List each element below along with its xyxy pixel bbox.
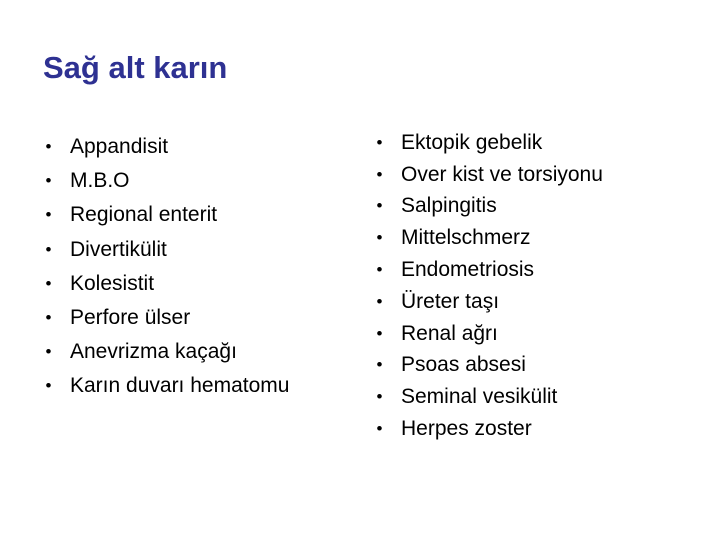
list-item — [375, 191, 603, 223]
list-item — [44, 369, 289, 403]
list-item — [375, 350, 603, 382]
list-item-text: Regional enterit — [70, 203, 218, 227]
bullet-icon: • — [45, 171, 52, 191]
list-item — [44, 335, 289, 369]
bullet-icon: • — [376, 228, 383, 248]
list-item-text: Anevrizma kaçağı — [70, 340, 237, 364]
list-item-text: Üreter taşı — [401, 289, 500, 313]
bullet-icon: • — [45, 308, 52, 328]
list-item-text: Kolesistit — [70, 271, 155, 295]
bullet-icon: • — [45, 376, 52, 396]
bullet-icon: • — [45, 273, 52, 293]
bullet-icon: • — [376, 196, 383, 216]
bullet-icon: • — [376, 164, 383, 184]
list-item-text: Herpes zoster — [401, 417, 532, 441]
bullet-icon: • — [376, 132, 383, 152]
list-item-text: Endometriosis — [401, 258, 535, 282]
list-item — [375, 222, 603, 254]
list-item-text: Over kist ve torsiyonu — [401, 162, 603, 186]
list-item-text: Psoas absesi — [401, 353, 526, 377]
list-item-text: M.B.O — [70, 169, 130, 193]
bullet-icon: • — [376, 355, 383, 375]
list-item-text: Seminal vesikülit — [401, 385, 558, 409]
list-item-text: Mittelschmerz — [401, 226, 531, 250]
list-item-text: Divertikülit — [70, 237, 167, 261]
list-item — [44, 130, 289, 164]
list-item — [375, 127, 603, 159]
list-item-text: Ektopik gebelik — [401, 130, 543, 154]
list-item — [44, 198, 289, 232]
right-bullet-list — [375, 127, 603, 445]
list-item — [44, 233, 289, 267]
bullet-icon: • — [45, 137, 52, 157]
list-item-text: Salpingitis — [401, 194, 497, 218]
list-item — [44, 301, 289, 335]
list-item-text: Perfore ülser — [70, 306, 191, 330]
list-item — [44, 164, 289, 198]
slide-title: Sağ alt karın — [43, 50, 228, 85]
bullet-icon: • — [376, 387, 383, 407]
list-item — [44, 267, 289, 301]
list-item — [375, 318, 603, 350]
list-item-text: Appandisit — [70, 135, 169, 159]
bullet-icon: • — [376, 419, 383, 439]
bullet-icon: • — [376, 260, 383, 280]
list-item-text: Renal ağrı — [401, 321, 498, 345]
list-item — [375, 286, 603, 318]
list-item — [375, 159, 603, 191]
bullet-icon: • — [376, 291, 383, 311]
list-item — [375, 381, 603, 413]
bullet-icon: • — [45, 342, 52, 362]
list-item — [375, 413, 603, 445]
list-item-text: Karın duvarı hematomu — [70, 374, 290, 398]
list-item — [375, 254, 603, 286]
bullet-icon: • — [376, 323, 383, 343]
left-bullet-list — [44, 130, 289, 404]
bullet-icon: • — [45, 205, 52, 225]
bullet-icon: • — [45, 239, 52, 259]
